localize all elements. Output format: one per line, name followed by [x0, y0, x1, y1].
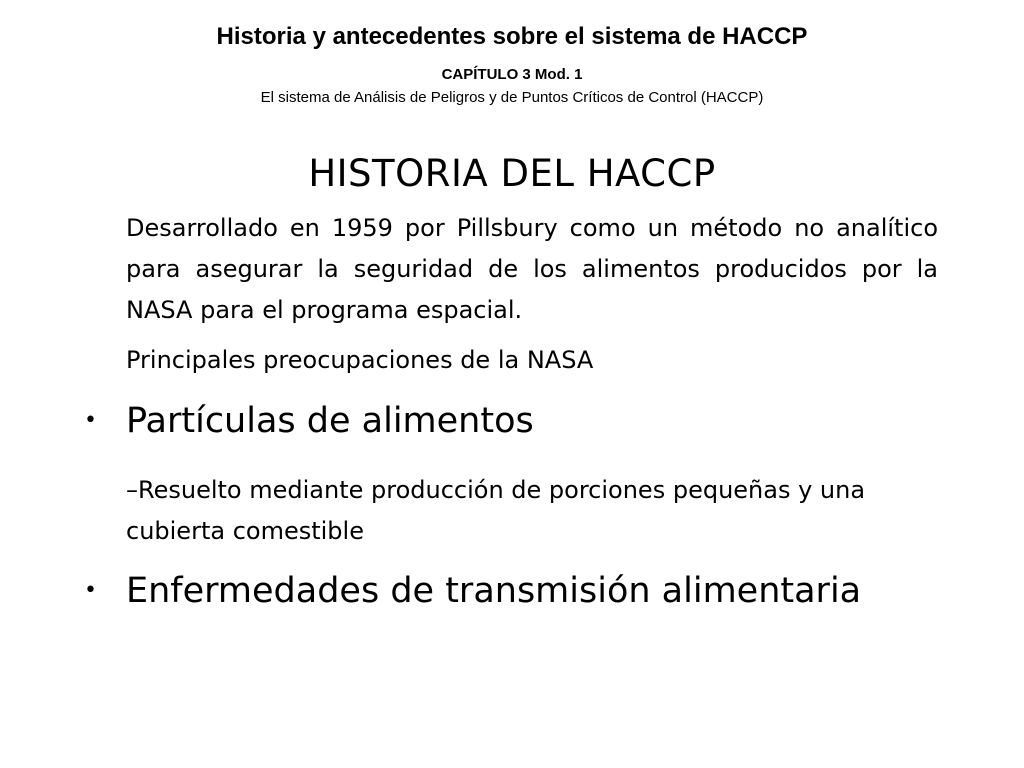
bullet-text: Enfermedades de transmisión alimentaria — [126, 571, 862, 611]
sub-bullet-text: –Resuelto mediante producción de porciones pequeñas y una cubierta comestible — [126, 476, 866, 545]
concerns-paragraph: Principales preocupaciones de la NASA — [126, 346, 594, 374]
header-subtitle: El sistema de Análisis de Peligros y de Puntos Críticos de Control (HACCP) — [260, 89, 764, 106]
header-title: Historia y antecedentes sobre el sistema de HACCP — [216, 23, 808, 50]
bullet-marker: • — [84, 408, 97, 433]
chapter-label: CAPÍTULO 3 Mod. 1 — [441, 66, 583, 83]
bullet-marker: • — [84, 578, 97, 603]
intro-paragraph: Desarrollado en 1959 por Pillsbury como un método no analítico para asegurar la seguridad de los alimentos producidos por la NASA para el programa espacial. — [126, 214, 938, 324]
section-title: HISTORIA DEL HACCP — [308, 152, 716, 195]
bullet-text: Partículas de alimentos — [126, 401, 534, 441]
